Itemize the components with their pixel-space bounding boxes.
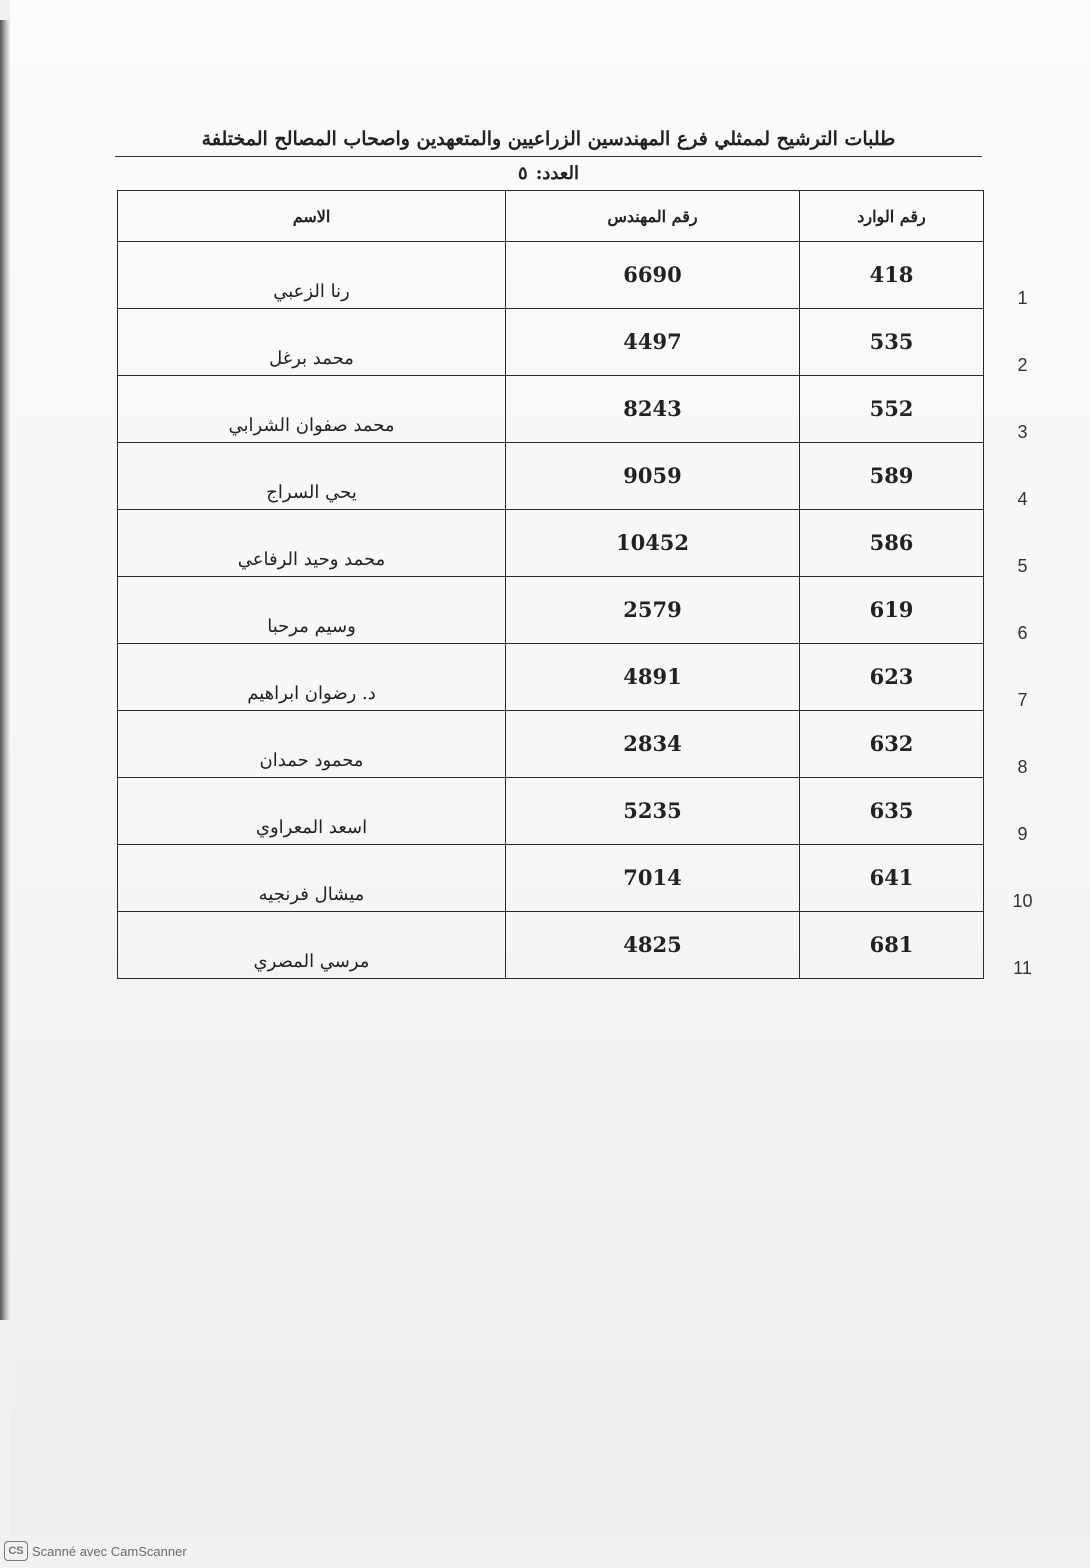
- table-row: [118, 309, 984, 376]
- cell-incoming-number: [800, 711, 984, 778]
- engineer-number: 7014: [623, 865, 682, 890]
- engineer-number: 2834: [623, 731, 682, 756]
- cell-engineer-number: [506, 309, 800, 376]
- engineer-number: 4891: [623, 664, 682, 689]
- row-index: 5: [1017, 556, 1028, 576]
- header-engineer-number: رقم المهندس: [506, 191, 800, 242]
- candidate-name: مرسي المصري: [253, 951, 370, 972]
- row-index: 4: [1017, 489, 1028, 509]
- candidate-name: محمد صفوان الشرابي: [228, 415, 395, 436]
- row-index: 2: [1017, 355, 1028, 375]
- cell-incoming-number: [800, 644, 984, 711]
- cell-engineer-number: [506, 845, 800, 912]
- incoming-number: 632: [869, 731, 914, 756]
- row-index: 10: [1012, 891, 1033, 911]
- incoming-number: 589: [869, 463, 914, 488]
- camscanner-icon: CS: [4, 1541, 28, 1561]
- candidates-table: [117, 190, 984, 979]
- cell-name: [118, 711, 506, 778]
- table-row: [118, 577, 984, 644]
- cell-name: [118, 443, 506, 510]
- header-name: الاسم: [118, 191, 506, 242]
- incoming-number: 418: [869, 262, 914, 287]
- cell-incoming-number: [800, 376, 984, 443]
- candidate-name: ميشال فرنجيه: [258, 884, 365, 905]
- cell-incoming-number: [800, 778, 984, 845]
- cell-engineer-number: [506, 242, 800, 309]
- engineer-number: 10452: [615, 530, 690, 555]
- cell-engineer-number: [506, 912, 800, 979]
- page-edge-shadow: [0, 20, 10, 1320]
- count-label: العدد:: [535, 163, 579, 184]
- count-value: ٥: [518, 163, 528, 184]
- table-row: [118, 510, 984, 577]
- table-row: [118, 443, 984, 510]
- cell-engineer-number: [506, 644, 800, 711]
- row-index: 1: [1017, 288, 1028, 308]
- cell-incoming-number: [800, 510, 984, 577]
- engineer-number: 5235: [623, 798, 682, 823]
- cell-engineer-number: [506, 711, 800, 778]
- cell-engineer-number: [506, 577, 800, 644]
- scanner-footer: [4, 1540, 187, 1562]
- engineer-number: 4825: [623, 932, 682, 957]
- cell-incoming-number: [800, 912, 984, 979]
- table-header-row: [118, 191, 984, 242]
- candidate-name: يحي السراج: [266, 482, 357, 503]
- cell-name: [118, 510, 506, 577]
- candidate-name: د. رضوان ابراهيم: [247, 683, 376, 704]
- cell-name: [118, 309, 506, 376]
- cell-incoming-number: [800, 845, 984, 912]
- table-row: [118, 912, 984, 979]
- cell-name: [118, 778, 506, 845]
- cell-incoming-number: [800, 443, 984, 510]
- cell-engineer-number: [506, 376, 800, 443]
- cell-name: [118, 242, 506, 309]
- engineer-number: 2579: [623, 597, 682, 622]
- scanner-footer-text: Scanné avec CamScanner: [32, 1543, 187, 1559]
- candidate-name: اسعد المعراوي: [255, 817, 368, 838]
- engineer-number: 4497: [623, 329, 682, 354]
- candidate-name: محمد وحيد الرفاعي: [237, 549, 386, 570]
- table-row: [118, 376, 984, 443]
- engineer-number: 6690: [623, 262, 682, 287]
- cell-name: [118, 845, 506, 912]
- cell-name: [118, 644, 506, 711]
- document-title: طلبات الترشيح لممثلي فرع المهندسين الزراعيين والمتعهدين واصحاب المصالح المختلفة: [201, 128, 896, 150]
- row-index: 6: [1017, 623, 1028, 643]
- incoming-number: 681: [869, 932, 914, 957]
- engineer-number: 8243: [623, 396, 682, 421]
- candidate-name: رنا الزعبي: [273, 281, 350, 302]
- cell-incoming-number: [800, 309, 984, 376]
- table-row: [118, 242, 984, 309]
- incoming-number: 635: [869, 798, 914, 823]
- cell-engineer-number: [506, 443, 800, 510]
- cell-incoming-number: [800, 577, 984, 644]
- row-index: 11: [1013, 958, 1032, 978]
- cell-name: [118, 376, 506, 443]
- cell-engineer-number: [506, 510, 800, 577]
- candidate-name: محمود حمدان: [259, 750, 364, 771]
- table-row: [118, 644, 984, 711]
- header-incoming-number: رقم الوارد: [800, 191, 984, 242]
- table-row: [118, 711, 984, 778]
- incoming-number: 586: [869, 530, 914, 555]
- table-row: [118, 778, 984, 845]
- row-index: 8: [1017, 757, 1028, 777]
- incoming-number: 535: [869, 329, 914, 354]
- row-index: 3: [1017, 422, 1028, 442]
- title-underline: [115, 156, 982, 157]
- row-index: 7: [1017, 690, 1028, 710]
- row-index: 9: [1017, 824, 1028, 844]
- candidate-name: وسيم مرحبا: [267, 616, 356, 637]
- incoming-number: 641: [869, 865, 914, 890]
- cell-name: [118, 577, 506, 644]
- cell-incoming-number: [800, 242, 984, 309]
- incoming-number: 619: [869, 597, 914, 622]
- count-line: [115, 163, 982, 184]
- incoming-number: 552: [869, 396, 914, 421]
- incoming-number: 623: [869, 664, 914, 689]
- table-row: [118, 845, 984, 912]
- candidate-name: محمد برغل: [269, 348, 354, 369]
- cell-name: [118, 912, 506, 979]
- engineer-number: 9059: [623, 463, 682, 488]
- cell-engineer-number: [506, 778, 800, 845]
